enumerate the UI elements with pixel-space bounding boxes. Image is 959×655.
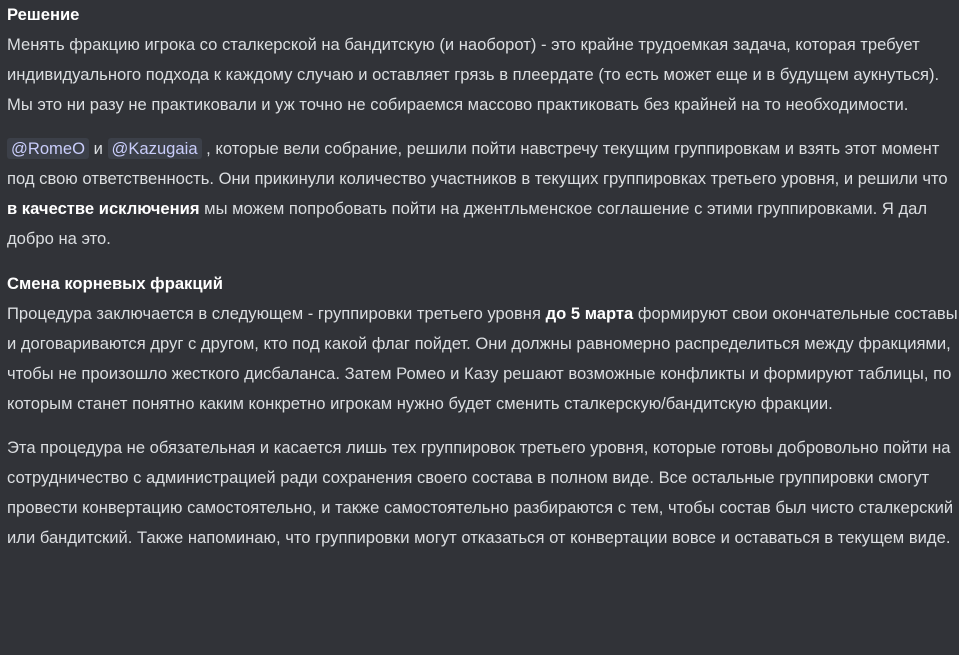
section-heading-decision: Решение	[7, 5, 80, 24]
mention-kazugaia[interactable]: @Kazugaia	[108, 138, 202, 159]
paragraph-text-part: мы можем попробовать пойти на джентльменское соглашение с этими группировками. Я дал добро на это.	[7, 199, 928, 248]
bold-deadline-text: до 5 марта	[545, 304, 634, 323]
paragraph-decision-intro: Менять фракцию игрока со сталкерской на бандитскую (и наоборот) - это крайне трудоемкая задача, которая требует индивидуального подхода к каждому случаю и оставляет грязь в плеердате (то есть может еще и в будущем аукнуться). Мы это ни разу не практиковали и уж точно не собираемся массово практиковать без крайней на то необходимости.	[7, 35, 940, 114]
paragraph-procedure	[7, 299, 959, 419]
paragraph-spacer	[7, 120, 959, 134]
paragraph-text-part: , которые вели собрание, решили пойти навстречу текущим группировкам и взять этот момент под свою ответственность. Они прикинули количество участников в текущих группировках третьего уровня, и решили что	[7, 139, 948, 188]
paragraph-spacer	[7, 419, 959, 433]
mention-romeo[interactable]: @RomeO	[7, 138, 89, 159]
section-heading-faction-change: Смена корневых фракций	[7, 274, 223, 293]
paragraph-text-part: Процедура заключается в следующем - группировки третьего уровня	[7, 304, 546, 323]
bold-exception-text: в качестве исключения	[7, 199, 200, 218]
paragraph-text-part: формируют свои окончательные составы и договариваются друг с другом, кто под какой флаг пойдет. Они должны равномерно распределиться между фракциями, чтобы не произошло жесткого дисбаланса. Затем Ромео и Казу решают возможные конфликты и формируют таблицы, по которым станет понятно каким конкретно игрокам нужно будет сменить сталкерскую/бандитскую фракции.	[7, 304, 958, 413]
mention-separator: и	[89, 139, 108, 158]
paragraph-decision-mentions	[7, 134, 959, 254]
message-content	[7, 0, 959, 553]
paragraph-optional-procedure: Эта процедура не обязательная и касается лишь тех группировок третьего уровня, которые готовы добровольно пойти на сотрудничество с администрацией ради сохранения своего состава в полном виде. Все остальные группировки смогут провести конвертацию самостоятельно, и также самостоятельно разбираются с тем, чтобы состав был чисто сталкерский или бандитский. Также напоминаю, что группировки могут отказаться от конвертации вовсе и оставаться в текущем виде.	[7, 438, 954, 547]
paragraph-spacer	[7, 254, 959, 269]
